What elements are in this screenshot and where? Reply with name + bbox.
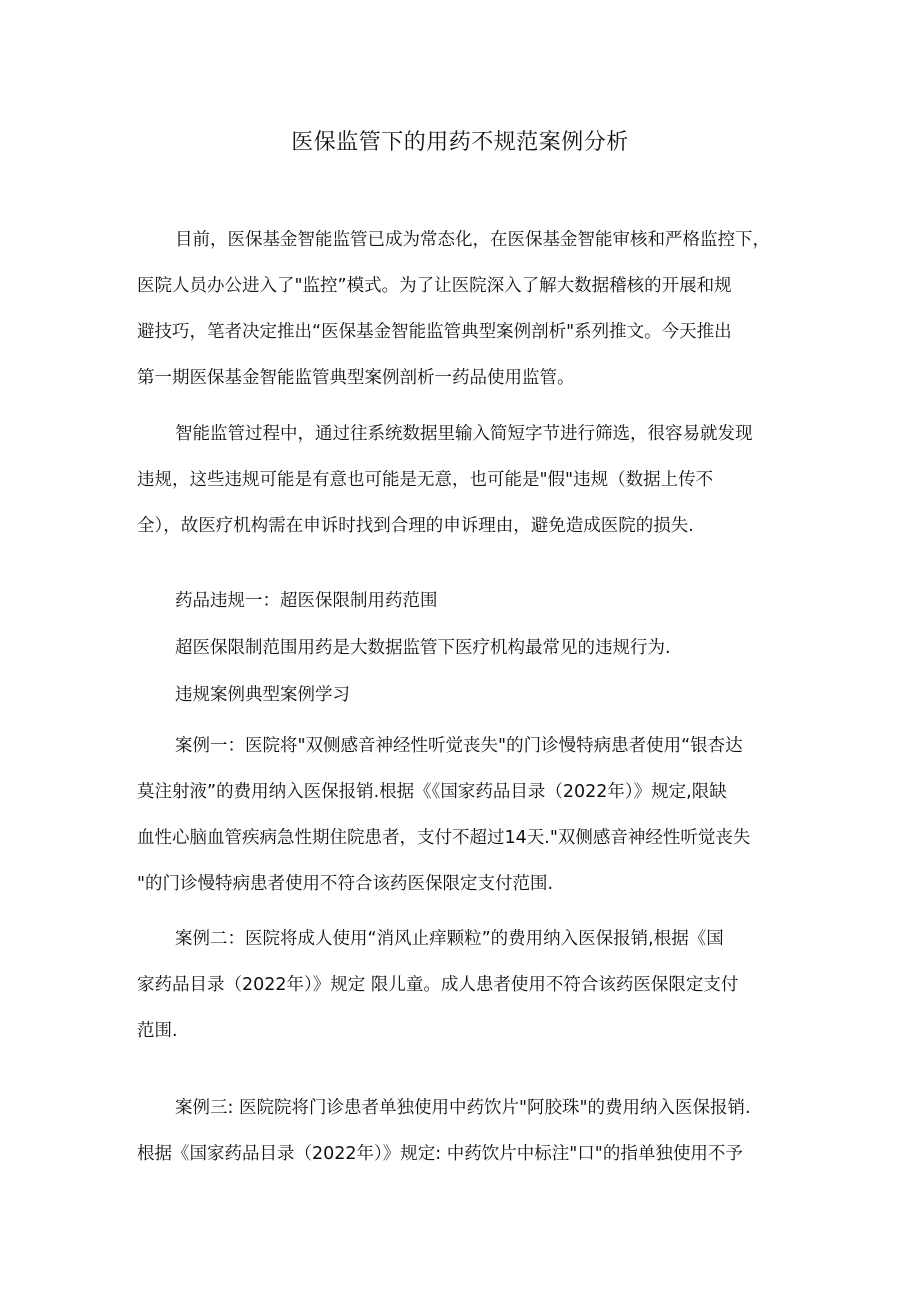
paragraph-line: 案例二：医院将成人使用“消风止痒颗粒”的费用纳入医保报销,根据《国 [175, 929, 724, 949]
paragraph-line: 智能监管过程中，通过往系统数据里输入简短字节进行筛选，很容易就发现 [175, 424, 753, 444]
paragraph-line: 医院人员办公进入了"监控”模式。为了让医院深入了解大数据稽核的开展和规 [137, 276, 732, 296]
paragraph-case-one [137, 723, 789, 907]
paragraph-line: 违规案例典型案例学习 [175, 685, 350, 705]
paragraph-line: 案例三: 医院院将门诊患者单独使用中药饮片"阿胶珠"的费用纳入医保报销. [175, 1098, 751, 1118]
paragraph-line: 范围. [137, 1021, 178, 1041]
paragraph-line: 家药品目录（2022年）》规定 限儿童。成人患者使用不符合该药医保限定支付 [137, 975, 739, 995]
paragraph-case-two [137, 916, 789, 1054]
paragraph-line: 超医保限制范围用药是大数据监管下医疗机构最常见的违规行为. [175, 638, 671, 658]
paragraph-case-three [137, 1085, 789, 1177]
paragraph-line: "的门诊慢特病患者使用不符合该药医保限定支付范围. [137, 874, 554, 894]
paragraph-line: 第一期医保基金智能监管典型案例剖析一药品使用监管。 [137, 368, 575, 388]
paragraph-smart-monitoring [137, 411, 789, 549]
document-title: 医保监管下的用药不规范案例分析 [291, 130, 629, 155]
paragraph-line: 避技巧，笔者决定推出“医保基金智能监管典型案例剖析"系列推文。今天推出 [137, 322, 732, 342]
paragraph-line: 全），故医疗机构需在申诉时找到合理的申诉理由，避免造成医院的损失. [137, 516, 694, 536]
paragraph-violation-summary [137, 625, 789, 671]
paragraph-line: 根据《国家药品目录（2022年）》规定: 中药饮片中标注"口"的指单独使用不予 [137, 1144, 743, 1164]
section-heading-violation-one [137, 578, 789, 624]
paragraph-line: 违规，这些违规可能是有意也可能是无意，也可能是"假"违规（数据上传不 [137, 470, 714, 490]
paragraph-line: 目前，医保基金智能监管已成为常态化，在医保基金智能审核和严格监控下， [175, 230, 770, 250]
paragraph-line: 莫注射液”的费用纳入医保报销.根据《《国家药品目录（2022年）》规定,限缺 [137, 782, 727, 802]
paragraph-line: 案例一：医院将"双侧感音神经性听觉丧失"的门诊慢特病患者使用“银杏达 [175, 736, 743, 756]
section-heading-case-study [137, 672, 789, 718]
paragraph-intro [137, 217, 789, 401]
paragraph-line: 药品违规一：超医保限制用药范围 [175, 591, 438, 611]
paragraph-line: 血性心脑血管疾病急性期住院患者，支付不超过14天."双侧感音神经性听觉丧失 [137, 828, 751, 848]
